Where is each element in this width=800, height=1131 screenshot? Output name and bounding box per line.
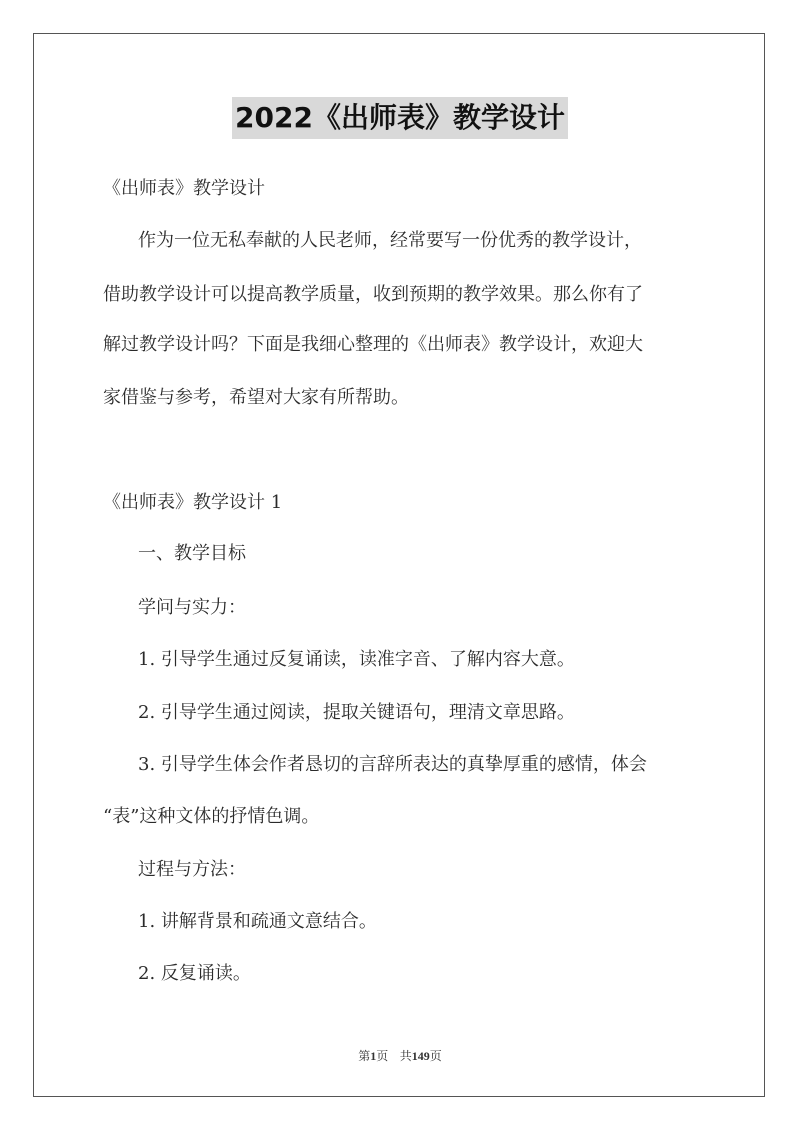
total-pages: 149 (411, 1049, 430, 1063)
intro-line-3: 解过教学设计吗？下面是我细心整理的《出师表》教学设计，欢迎大 (103, 334, 643, 355)
list-item: 1. 引导学生通过反复诵读，读准字音、了解内容大意。 (138, 649, 575, 670)
title-container (0, 97, 800, 139)
heading-objectives: 一、教学目标 (138, 543, 246, 564)
intro-line-1: 作为一位无私奉献的人民老师，经常要写一份优秀的教学设计， (138, 230, 642, 251)
page-number: 1 (370, 1049, 377, 1063)
list-item: 2. 反复诵读。 (138, 963, 251, 984)
intro-line-4: 家借鉴与参考，希望对大家有所帮助。 (103, 387, 409, 408)
footer-prefix: 第 (358, 1049, 371, 1063)
footer-total-prefix: 共 (399, 1049, 412, 1063)
intro-line-2: 借助教学设计可以提高教学质量，收到预期的教学效果。那么你有了 (103, 284, 643, 305)
list-item: 2. 引导学生通过阅读，提取关键语句，理清文章思路。 (138, 702, 575, 723)
subtitle: 《出师表》教学设计 (103, 178, 265, 199)
list-item-continuation: “表”这种文体的抒情色调。 (103, 806, 320, 827)
list-item: 1. 讲解背景和疏通文意结合。 (138, 911, 377, 932)
footer-page-suffix: 页 (376, 1049, 389, 1063)
document-title: 2022《出师表》教学设计 (232, 97, 568, 139)
sub-heading-process: 过程与方法： (138, 859, 246, 880)
list-item: 3. 引导学生体会作者恳切的言辞所表达的真挚厚重的感情，体会 (138, 754, 647, 775)
section-title: 《出师表》教学设计 1 (103, 492, 283, 513)
page-footer (0, 1047, 800, 1064)
footer-total-suffix: 页 (429, 1049, 442, 1063)
sub-heading-knowledge: 学问与实力： (138, 597, 246, 618)
